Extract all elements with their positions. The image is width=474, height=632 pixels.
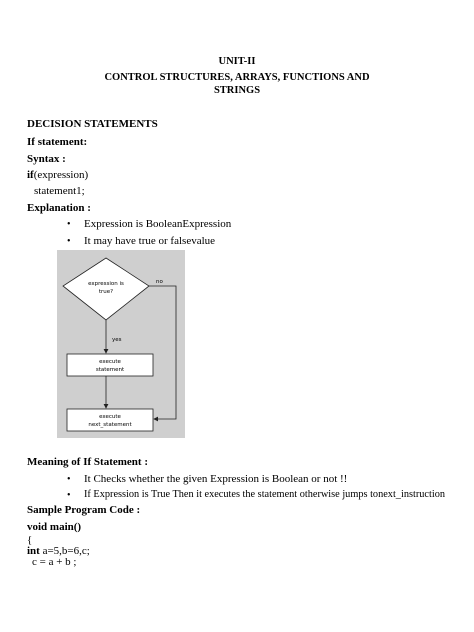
code-line-4: c = a + b ; bbox=[32, 556, 77, 568]
sample-label: Sample Program Code : bbox=[27, 504, 141, 516]
explanation-bullet-1: Expression is BooleanExpression bbox=[84, 218, 232, 230]
if-flowchart bbox=[57, 250, 185, 438]
if-statement-label: If statement: bbox=[27, 136, 88, 148]
code-declaration: a=5,b=6,c; bbox=[39, 545, 90, 557]
syntax-line-2: statement1; bbox=[34, 185, 85, 197]
explanation-label: Explanation : bbox=[27, 202, 91, 214]
meaning-label: Meaning of If Statement : bbox=[27, 456, 148, 468]
if-keyword: if bbox=[27, 169, 34, 181]
explanation-bullet-2: It may have true or falsevalue bbox=[84, 235, 216, 247]
condition-text-1: expression is bbox=[88, 281, 124, 287]
chapter-title-line2: STRINGS bbox=[213, 85, 261, 96]
bullet-dot: • bbox=[67, 219, 71, 230]
meaning-bullet-2: If Expression is True Then it executes the statement otherwise jumps tonext_instruction bbox=[84, 489, 445, 500]
syntax-label: Syntax : bbox=[27, 153, 66, 165]
no-label: no bbox=[156, 279, 163, 285]
int-keyword: int bbox=[27, 545, 40, 557]
no-connector bbox=[149, 286, 176, 419]
bullet-dot: • bbox=[67, 474, 71, 485]
unit-heading: UNIT-II bbox=[218, 56, 256, 67]
condition-text-2: true? bbox=[98, 289, 114, 295]
syntax-line-1 bbox=[27, 169, 88, 181]
code-line-1: void main() bbox=[27, 521, 82, 533]
bullet-dot: • bbox=[67, 490, 71, 501]
chapter-title-line1: CONTROL STRUCTURES, ARRAYS, FUNCTIONS AND bbox=[104, 72, 370, 83]
syntax-expression: (expression) bbox=[33, 169, 89, 181]
section-heading: DECISION STATEMENTS bbox=[27, 118, 158, 130]
yes-label: yes bbox=[112, 337, 122, 343]
box1-text-1: execute bbox=[99, 359, 121, 365]
code-line-2: { bbox=[27, 534, 33, 546]
bullet-dot: • bbox=[67, 236, 71, 247]
box1-text-2: statement bbox=[95, 367, 125, 373]
box2-text-1: execute bbox=[99, 414, 121, 420]
box2-text-2: next_statement bbox=[88, 422, 132, 428]
meaning-bullet-1: It Checks whether the given Expression is Boolean or not !! bbox=[84, 473, 348, 485]
